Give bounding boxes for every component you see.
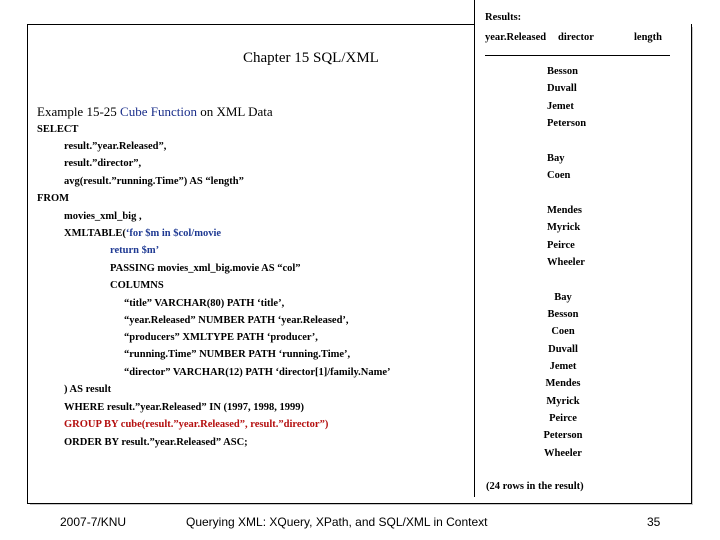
- code-line: avg(result.”running.Time”) AS “length”: [64, 176, 244, 187]
- cell-director: Coen: [551, 326, 575, 338]
- col-header-director: director: [558, 32, 594, 43]
- code-line: “year.Released” NUMBER PATH ‘year.Released’,: [124, 315, 349, 326]
- col-header-year: year.Released: [485, 32, 547, 43]
- code-xmltable-prefix: XMLTABLE(: [64, 228, 126, 239]
- header-separator: [485, 55, 670, 56]
- cell-director: Jemet: [547, 100, 574, 112]
- code-line: SELECT: [37, 124, 79, 135]
- code-line: “running.Time” NUMBER PATH ‘running.Time’,: [124, 349, 351, 360]
- cell-director: Wheeler: [547, 256, 585, 268]
- example-rest: on XML Data: [200, 104, 273, 119]
- cell-director: Peirce: [549, 413, 577, 424]
- col-header-length: length: [634, 32, 663, 43]
- code-line: COLUMNS: [110, 280, 164, 291]
- cell-director: Wheeler: [544, 447, 582, 459]
- code-line: “title” VARCHAR(80) PATH ‘title’,: [124, 298, 285, 309]
- code-line: PASSING movies_xml_big.movie AS “col”: [110, 263, 301, 274]
- cell-director: Besson: [547, 308, 579, 320]
- slide-title: Chapter 15 SQL/XML: [243, 50, 379, 66]
- cell-director: Bay: [547, 152, 565, 164]
- cell-director: Bay: [554, 291, 572, 303]
- code-line: [64, 228, 221, 239]
- example-heading: [37, 104, 273, 120]
- code-line: return $m’: [110, 245, 160, 256]
- code-line: movies_xml_big ,: [64, 211, 142, 222]
- cell-director: Besson: [547, 66, 578, 77]
- code-line: ORDER BY result.”year.Released” ASC;: [64, 437, 248, 448]
- cell-director: Duvall: [547, 83, 577, 95]
- cell-director: Myrick: [546, 395, 580, 407]
- footer-page-number: 35: [647, 515, 661, 529]
- code-line: ) AS result: [64, 384, 112, 395]
- cell-director: Peirce: [547, 239, 575, 251]
- results-footnote: (24 rows in the result): [486, 481, 584, 492]
- footer-course: Querying XML: XQuery, XPath, and SQL/XML in Context: [186, 515, 488, 529]
- code-line: result.”director”,: [64, 158, 142, 169]
- code-xquery-for: ‘for $m in $col/movie: [125, 228, 222, 239]
- cell-director: Jemet: [549, 360, 577, 372]
- code-line: GROUP BY cube(result.”year.Released”, result.”director”): [64, 419, 329, 430]
- cell-director: Peterson: [543, 430, 583, 442]
- cell-director: Mendes: [547, 204, 582, 216]
- example-cube-term: Cube Function: [120, 104, 197, 119]
- code-line: WHERE result.”year.Released” IN (1997, 1998, 1999): [64, 402, 305, 413]
- cell-director: Myrick: [547, 222, 581, 234]
- code-line: “director” VARCHAR(12) PATH ‘director[1]/family.Name’: [124, 367, 391, 378]
- footer-date: 2007-7/KNU: [60, 515, 127, 529]
- cell-director: Coen: [547, 170, 571, 182]
- cell-director: Peterson: [547, 118, 587, 130]
- code-line: “producers” XMLTYPE PATH ‘producer’,: [124, 332, 318, 343]
- code-line: FROM: [37, 193, 70, 204]
- cell-director: Mendes: [545, 378, 581, 390]
- example-label: Example 15-25: [37, 104, 117, 119]
- results-label: Results:: [485, 12, 522, 23]
- code-line: result.”year.Released”,: [64, 141, 167, 152]
- cell-director: Duvall: [548, 343, 578, 355]
